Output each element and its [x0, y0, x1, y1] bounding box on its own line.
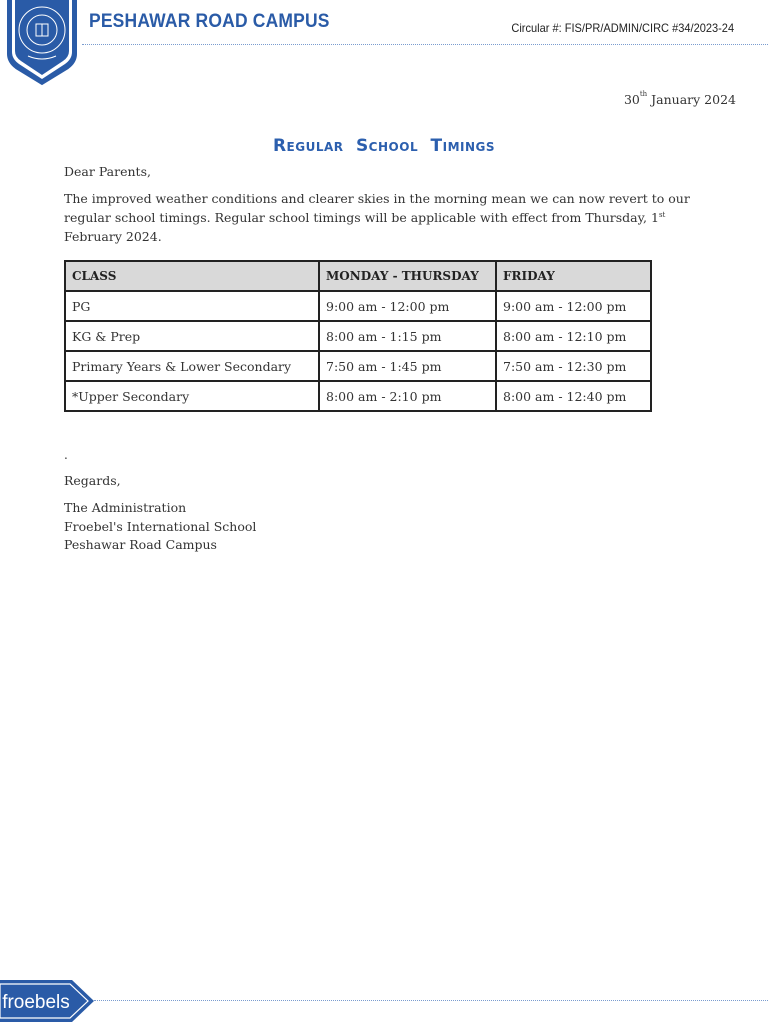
- column-header-class: CLASS: [65, 261, 319, 291]
- cell-monday-thursday: 9:00 am - 12:00 pm: [319, 291, 496, 321]
- cell-monday-thursday: 8:00 am - 2:10 pm: [319, 381, 496, 411]
- column-header-friday: FRIDAY: [496, 261, 651, 291]
- cell-friday: 8:00 am - 12:40 pm: [496, 381, 651, 411]
- notice-body-suffix: st: [658, 211, 666, 219]
- table-row: [65, 321, 651, 351]
- cell-class: KG & Prep: [65, 321, 319, 351]
- signature-line-school: Froebel's International School: [64, 518, 257, 534]
- separator-dot: .: [64, 448, 68, 462]
- header-divider: [82, 44, 768, 45]
- column-header-monday-thursday: MONDAY - THURSDAY: [319, 261, 496, 291]
- notice-body-part2: February 2024.: [64, 229, 162, 244]
- timings-table: [64, 260, 652, 412]
- cell-class: Primary Years & Lower Secondary: [65, 351, 319, 381]
- notice-body-part1: The improved weather conditions and clearer skies in the morning mean we can now revert to our regular school timings. Regular school timings will be applicable with effect from Thursday, 1: [64, 191, 690, 225]
- footer-divider: [94, 1000, 768, 1001]
- cell-class: PG: [65, 291, 319, 321]
- footer-logo-text: froebels: [2, 992, 70, 1013]
- date-day-suffix: th: [639, 90, 648, 98]
- table-row: [65, 291, 651, 321]
- table-row: [65, 351, 651, 381]
- date-month-year: January 2024: [651, 92, 736, 107]
- school-crest-logo: [4, 0, 80, 86]
- signature-line-campus: Peshawar Road Campus: [64, 537, 217, 552]
- signature-block: [64, 499, 256, 555]
- salutation: Dear Parents,: [64, 164, 151, 179]
- campus-name: PESHAWAR ROAD CAMPUS: [89, 11, 330, 32]
- cell-friday: 9:00 am - 12:00 pm: [496, 291, 651, 321]
- table-header-row: [65, 261, 651, 291]
- table-row: [65, 381, 651, 411]
- cell-monday-thursday: 8:00 am - 1:15 pm: [319, 321, 496, 351]
- cell-monday-thursday: 7:50 am - 1:45 pm: [319, 351, 496, 381]
- circular-number: Circular #: FIS/PR/ADMIN/CIRC #34/2023-24: [511, 21, 734, 35]
- signature-line-administration: The Administration: [64, 500, 187, 515]
- regards: Regards,: [64, 473, 121, 488]
- cell-class: *Upper Secondary: [65, 381, 319, 411]
- notice-body: [64, 189, 724, 246]
- letter-date: [624, 92, 736, 107]
- cell-friday: 8:00 am - 12:10 pm: [496, 321, 651, 351]
- froebels-footer-logo: [0, 977, 96, 1025]
- date-day: 30: [623, 92, 640, 107]
- notice-title: Regular School Timings: [272, 136, 496, 156]
- cell-friday: 7:50 am - 12:30 pm: [496, 351, 651, 381]
